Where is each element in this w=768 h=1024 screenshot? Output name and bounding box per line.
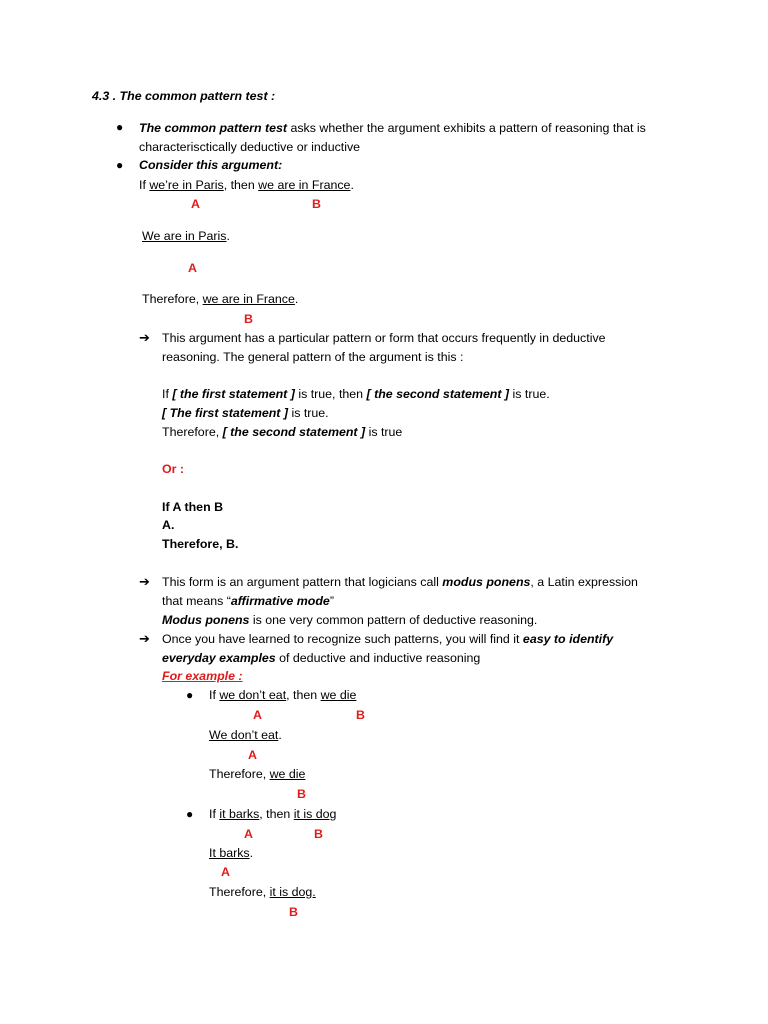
first-statement: [ The first statement ] — [162, 406, 288, 420]
example-2-premise — [209, 728, 282, 743]
bullet-icon: ● — [116, 120, 124, 134]
label-a: A — [253, 708, 262, 722]
text: is one very common pattern of deductive reasoning. — [249, 613, 538, 627]
therefore-word: Therefore, — [209, 885, 270, 899]
symbolic-line-1: If A then B — [162, 500, 224, 514]
conclusion-text: it is dog. — [269, 885, 316, 899]
text: is true. — [288, 406, 329, 420]
period: . — [226, 229, 230, 243]
everyday-examples: everyday examples — [162, 651, 276, 665]
period: . — [278, 728, 282, 742]
label-a: A — [191, 197, 200, 211]
pattern-line-1 — [162, 387, 550, 402]
premise-text: We are in Paris — [142, 229, 227, 243]
statement-b: we are in France — [258, 178, 351, 192]
period: . — [350, 178, 354, 192]
bullet-icon: ● — [186, 807, 194, 821]
second-statement: [ the second statement ] — [222, 425, 366, 439]
label-b: B — [312, 197, 321, 211]
example-2-conditional — [209, 688, 356, 703]
text: Therefore, — [162, 425, 223, 439]
second-statement: [ the second statement ] — [366, 387, 510, 401]
arrow-3-line-1 — [162, 632, 613, 647]
then-word: , then — [259, 807, 294, 821]
first-statement: [ the first statement ] — [172, 387, 295, 401]
section-heading: 4.3 . The common pattern test : — [92, 89, 276, 103]
arrow-1-line-1: This argument has a particular pattern or form that occurs frequently in deductive — [162, 331, 606, 345]
then-word: , then — [286, 688, 321, 702]
arrow-icon: ➔ — [139, 574, 150, 589]
for-example-label: For example : — [162, 669, 243, 683]
text: , a Latin expression — [530, 575, 638, 589]
then-word: , then — [223, 178, 259, 192]
label-b: B — [356, 708, 365, 722]
statement-a: we’re in Paris — [149, 178, 224, 192]
period: . — [294, 292, 299, 306]
arrow-2-line-3 — [162, 613, 537, 628]
label-a: A — [221, 865, 230, 879]
modus-ponens: Modus ponens — [162, 613, 250, 627]
therefore-word: Therefore, — [142, 292, 203, 306]
bullet-1-rest: asks whether the argument exhibits a pattern of reasoning that is — [287, 121, 646, 135]
period: . — [249, 846, 254, 860]
text: of deductive and inductive reasoning — [275, 651, 481, 665]
text: is true — [365, 425, 403, 439]
text: If — [162, 387, 173, 401]
example-1-conclusion — [142, 292, 298, 307]
pattern-line-3 — [162, 425, 402, 440]
bullet-1-line-2: characterisctically deductive or inductive — [139, 140, 361, 154]
arrow-1-line-2: reasoning. The general pattern of the argument is this : — [162, 350, 464, 364]
bullet-icon: ● — [116, 158, 124, 172]
label-b: B — [314, 827, 323, 841]
label-a: A — [244, 827, 253, 841]
modus-ponens: modus ponens — [442, 575, 531, 589]
premise-text: It barks — [209, 846, 250, 860]
premise-text: We don’t eat — [209, 728, 279, 742]
bullet-1-line-1 — [139, 121, 646, 136]
arrow-3-line-2 — [162, 651, 480, 666]
example-2-conclusion — [209, 767, 305, 782]
or-label: Or : — [162, 462, 185, 476]
conclusion-text: we die — [269, 767, 306, 781]
text: This form is an argument pattern that logicians call — [162, 575, 443, 589]
text: is true, then — [294, 387, 367, 401]
arrow-2-line-2 — [162, 594, 334, 609]
example-3-premise — [209, 846, 253, 861]
affirmative-mode: affirmative mode — [230, 594, 330, 608]
therefore-word: Therefore, — [209, 767, 270, 781]
statement-a: we don’t eat — [219, 688, 287, 702]
statement-b: we die — [320, 688, 357, 702]
if-word: If — [139, 178, 150, 192]
arrow-icon: ➔ — [139, 631, 150, 646]
bullet-icon: ● — [186, 688, 194, 702]
arrow-icon: ➔ — [139, 330, 150, 345]
symbolic-line-2: A. — [162, 518, 175, 532]
example-1-premise — [142, 229, 230, 244]
conclusion-text: we are in France — [202, 292, 295, 306]
text: that means “ — [162, 594, 231, 608]
arrow-2-line-1 — [162, 575, 638, 590]
example-3-conclusion — [209, 885, 316, 900]
bullet-2-lead: Consider this argument: — [139, 158, 283, 172]
symbolic-line-3: Therefore, B. — [162, 537, 239, 551]
if-word: If — [209, 688, 220, 702]
statement-a: it barks — [219, 807, 260, 821]
label-b: B — [297, 787, 306, 801]
text: ” — [329, 594, 334, 608]
text: Once you have learned to recognize such patterns, you will find it — [162, 632, 523, 646]
label-b: B — [289, 905, 298, 919]
if-word: If — [209, 807, 220, 821]
example-1-conditional — [139, 178, 354, 193]
pattern-line-2 — [162, 406, 329, 421]
label-a: A — [248, 748, 257, 762]
bullet-1-lead: The common pattern test — [139, 121, 288, 135]
statement-b: it is dog — [293, 807, 337, 821]
text: is true. — [509, 387, 550, 401]
label-b: B — [244, 312, 253, 326]
example-3-conditional — [209, 807, 336, 822]
label-a: A — [188, 261, 197, 275]
easy-to-identify: easy to identify — [522, 632, 614, 646]
